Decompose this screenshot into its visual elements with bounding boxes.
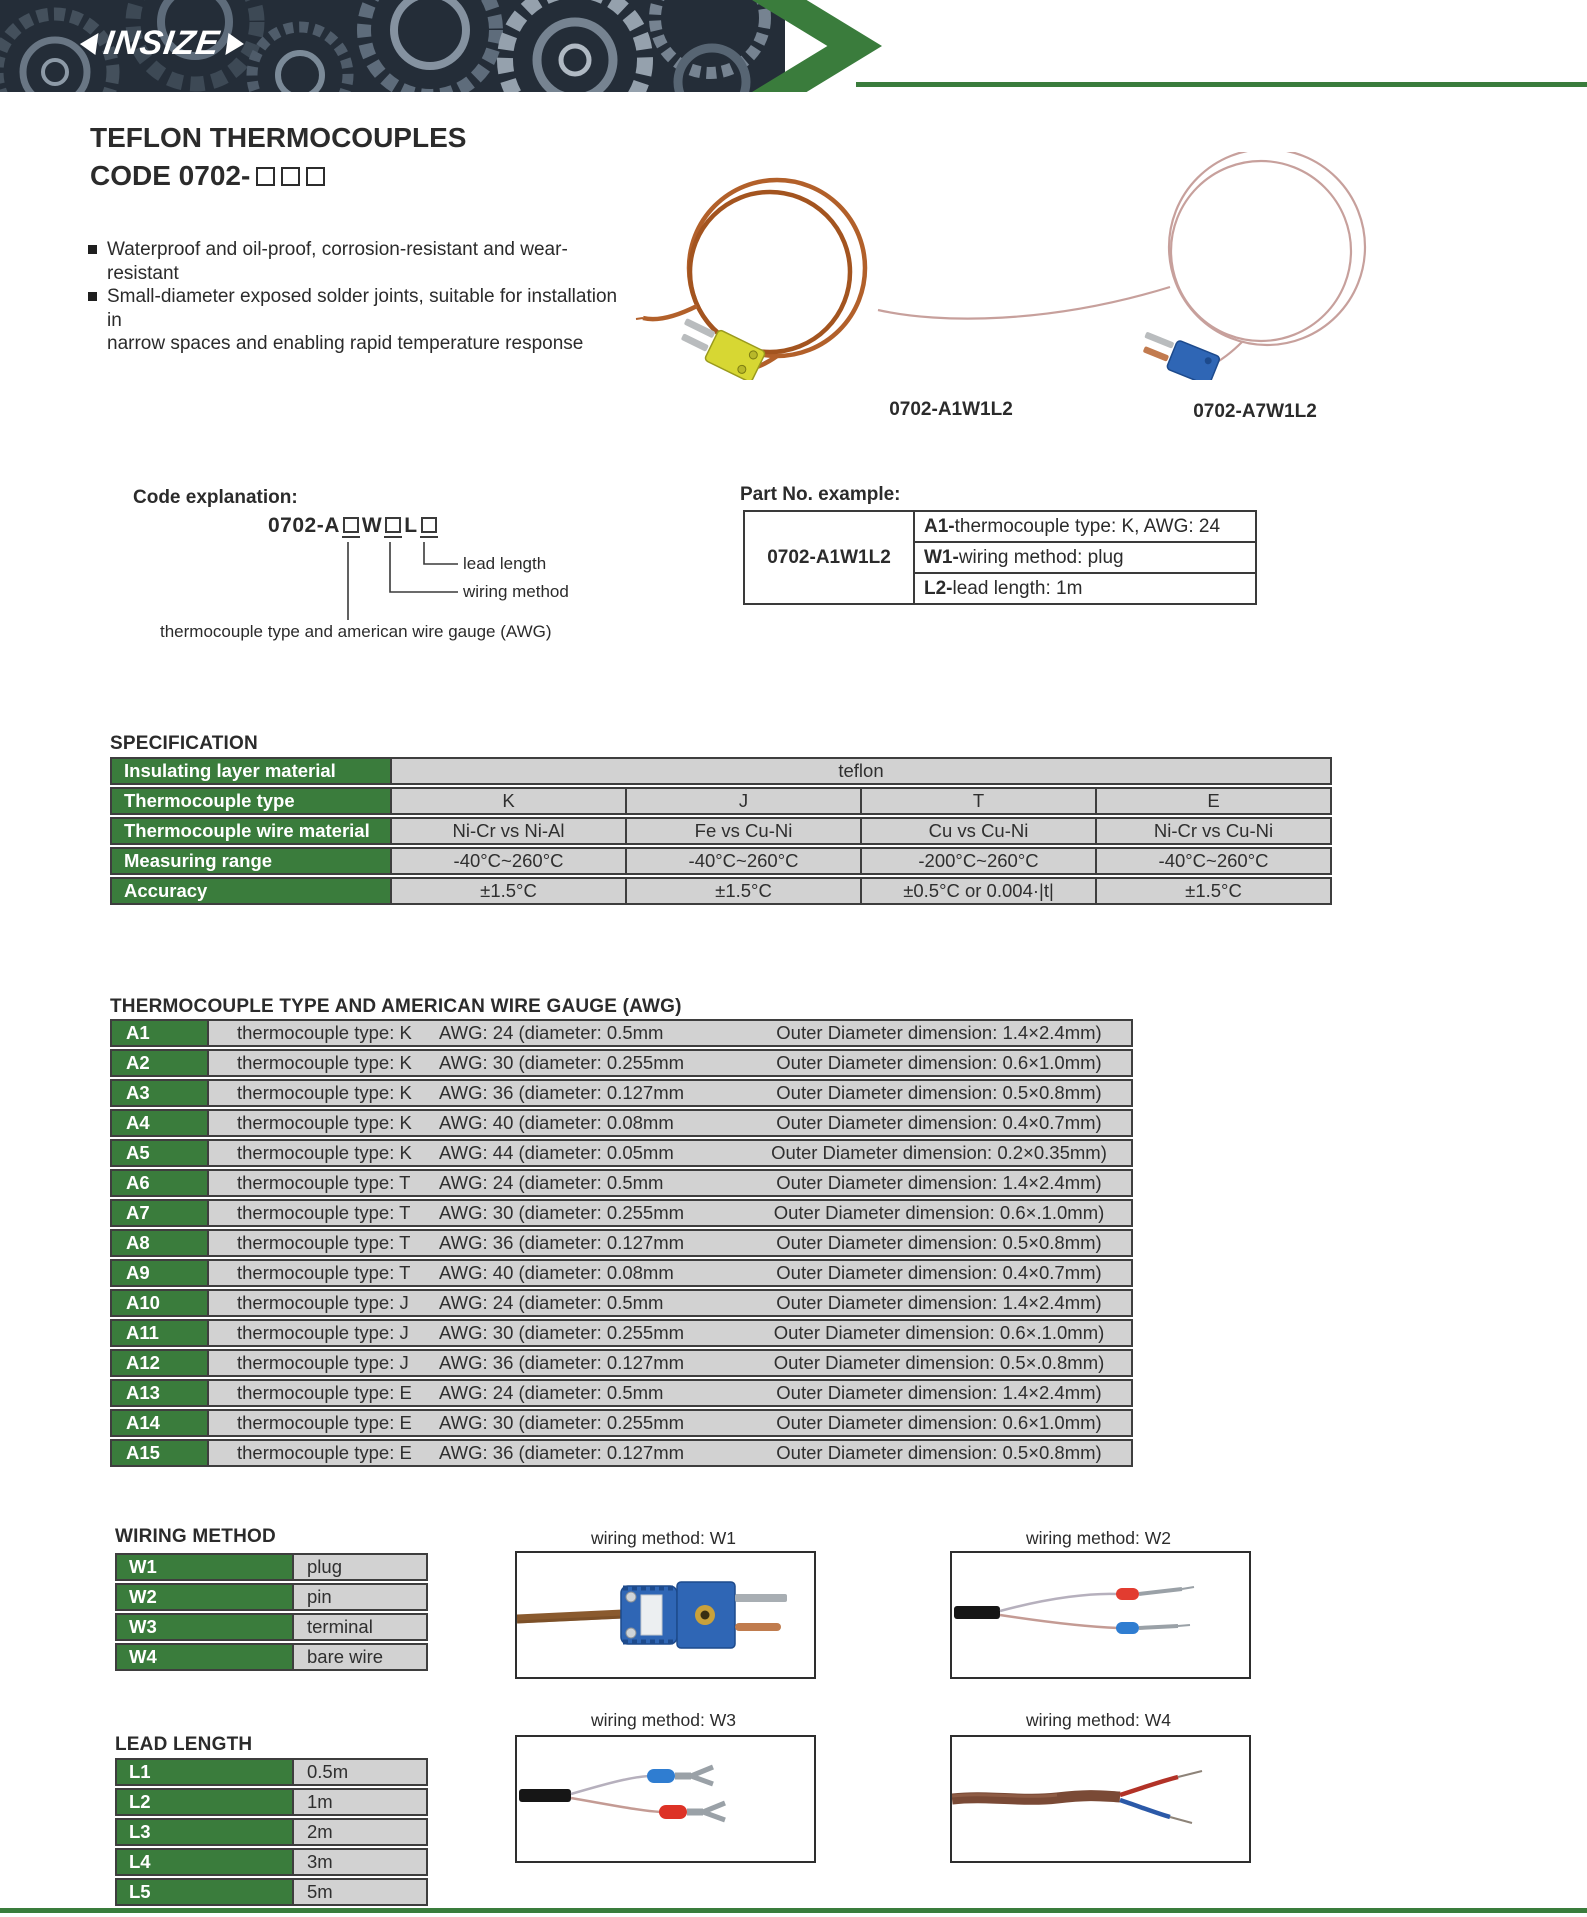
lead-value: 5m — [292, 1878, 428, 1906]
awg-row-data — [207, 1049, 1133, 1077]
awg-table — [110, 1019, 1133, 1467]
table-row — [110, 1169, 1133, 1197]
wiring-photo-label-w2: wiring method: W2 — [1026, 1528, 1171, 1548]
spec-value: -40°C~260°C — [625, 847, 862, 875]
part-desc: lead length: 1m — [952, 577, 1083, 599]
code-explanation-heading: Code explanation: — [133, 487, 298, 508]
wiring-code: W1 — [115, 1553, 294, 1581]
lead-code: L4 — [115, 1848, 294, 1876]
wiring-heading: WIRING METHOD — [115, 1526, 276, 1547]
spec-label: Insulating layer material — [110, 757, 392, 785]
table-row — [110, 1049, 1133, 1077]
wiring-table — [115, 1553, 428, 1671]
table-row — [110, 1349, 1133, 1377]
table-row — [115, 1758, 428, 1786]
table-row — [110, 1019, 1133, 1047]
awg-code: A12 — [110, 1349, 209, 1377]
spec-value: teflon — [390, 757, 1332, 785]
awg-od: Outer Diameter dimension: 0.4×0.7mm) — [776, 1112, 1102, 1133]
awg-gauge: AWG: 36 (diameter: 0.127mm — [439, 1442, 685, 1463]
awg-heading: THERMOCOUPLE TYPE AND AMERICAN WIRE GAUGE (AWG) — [110, 996, 682, 1017]
feature-item — [88, 238, 628, 285]
awg-od: Outer Diameter dimension: 1.4×2.4mm) — [776, 1022, 1102, 1043]
lead-heading: LEAD LENGTH — [115, 1734, 253, 1755]
table-row — [115, 1878, 428, 1906]
feature-list — [88, 238, 628, 356]
header-machinery-photo — [0, 0, 785, 92]
wiring-photo-label-w3: wiring method: W3 — [591, 1710, 736, 1730]
awg-od: Outer Diameter dimension: 1.4×2.4mm) — [776, 1292, 1102, 1313]
awg-od: Outer Diameter dimension: 0.6×1.0mm) — [776, 1052, 1102, 1073]
awg-gauge: AWG: 24 (diameter: 0.5mm — [439, 1292, 664, 1313]
table-row — [115, 1848, 428, 1876]
wiring-value: terminal — [292, 1613, 428, 1641]
awg-gauge: AWG: 44 (diameter: 0.05mm — [439, 1142, 674, 1163]
table-row — [744, 511, 1256, 542]
awg-code: A9 — [110, 1259, 209, 1287]
part-code-bold: L2- — [924, 577, 953, 599]
wiring-code: W2 — [115, 1583, 294, 1611]
table-row — [115, 1583, 428, 1611]
awg-type: thermocouple type: T — [237, 1172, 411, 1193]
awg-type: thermocouple type: J — [237, 1352, 409, 1373]
table-row — [110, 1379, 1133, 1407]
awg-type: thermocouple type: K — [237, 1022, 412, 1043]
awg-code: A3 — [110, 1079, 209, 1107]
wiring-photo-label-w4: wiring method: W4 — [1026, 1710, 1171, 1730]
spec-label: Thermocouple type — [110, 787, 392, 815]
awg-od: Outer Diameter dimension: 1.4×2.4mm) — [776, 1172, 1102, 1193]
wiring-value: pin — [292, 1583, 428, 1611]
bullet-square-icon — [88, 292, 97, 301]
spec-value: ±1.5°C — [625, 877, 862, 905]
awg-row-data — [207, 1439, 1133, 1467]
awg-gauge: AWG: 36 (diameter: 0.127mm — [439, 1232, 685, 1253]
awg-type: thermocouple type: J — [237, 1292, 409, 1313]
wiring-value: bare wire — [292, 1643, 428, 1671]
spec-value: Ni-Cr vs Ni-Al — [390, 817, 627, 845]
header-green-rule — [856, 82, 1587, 87]
wiring-photo-label-w1: wiring method: W1 — [591, 1528, 736, 1548]
code-box-square — [385, 517, 401, 533]
awg-row-data — [207, 1169, 1133, 1197]
lead-value: 3m — [292, 1848, 428, 1876]
brand-name: INSIZE — [101, 24, 223, 62]
awg-type: thermocouple type: K — [237, 1082, 412, 1103]
code-box-square — [343, 517, 359, 533]
part-desc: thermocouple type: K, AWG: 24 — [954, 515, 1221, 537]
code-placeholder-square — [256, 167, 275, 186]
awg-row-data — [207, 1409, 1133, 1437]
wiring-code: W3 — [115, 1613, 294, 1641]
spec-value: ±1.5°C — [390, 877, 627, 905]
awg-od: Outer Diameter dimension: 0.5×0.8mm) — [776, 1232, 1102, 1253]
code-box-square — [421, 517, 437, 533]
awg-od: Outer Diameter dimension: 0.6×.1.0mm) — [773, 1322, 1105, 1343]
awg-code: A14 — [110, 1409, 209, 1437]
table-row — [110, 877, 1332, 905]
code-placeholder-square — [306, 167, 325, 186]
table-row — [110, 1139, 1133, 1167]
awg-gauge: AWG: 36 (diameter: 0.127mm — [439, 1082, 685, 1103]
part-row-w — [914, 542, 1256, 573]
awg-gauge: AWG: 40 (diameter: 0.08mm — [439, 1262, 674, 1283]
code-prefix: CODE 0702- — [90, 160, 251, 191]
w3-terminal-illustration — [517, 1737, 814, 1861]
part-desc: wiring method: plug — [958, 546, 1124, 568]
awg-code: A10 — [110, 1289, 209, 1317]
awg-row-data — [207, 1109, 1133, 1137]
product-label-left: 0702-A1W1L2 — [889, 399, 1013, 420]
awg-row-data — [207, 1199, 1133, 1227]
table-row — [115, 1613, 428, 1641]
spec-value: K — [390, 787, 627, 815]
awg-gauge: AWG: 24 (diameter: 0.5mm — [439, 1022, 664, 1043]
awg-od: Outer Diameter dimension: 0.4×0.7mm) — [776, 1262, 1102, 1283]
spec-value: J — [625, 787, 862, 815]
lead-value: 2m — [292, 1818, 428, 1846]
awg-gauge: AWG: 30 (diameter: 0.255mm — [439, 1052, 685, 1073]
awg-od: Outer Diameter dimension: 0.6×.1.0mm) — [773, 1202, 1105, 1223]
awg-code: A6 — [110, 1169, 209, 1197]
code-seg1: 0702-A — [268, 514, 340, 537]
lead-length-label: lead length — [463, 554, 547, 573]
spec-value: Ni-Cr vs Cu-Ni — [1095, 817, 1332, 845]
table-row — [110, 1199, 1133, 1227]
spec-value: -200°C~260°C — [860, 847, 1097, 875]
awg-gauge: AWG: 36 (diameter: 0.127mm — [439, 1352, 685, 1373]
part-code-bold: W1- — [924, 546, 959, 568]
awg-od: Outer Diameter dimension: 0.5×0.8mm) — [776, 1082, 1102, 1103]
awg-type: thermocouple type: T — [237, 1202, 411, 1223]
table-row — [115, 1553, 428, 1581]
lead-table — [115, 1758, 428, 1906]
awg-od: Outer Diameter dimension: 0.2×0.35mm) — [771, 1142, 1107, 1163]
feature-item — [88, 285, 628, 332]
awg-od: Outer Diameter dimension: 0.5×.0.8mm) — [773, 1352, 1105, 1373]
logo-left-arrow-icon — [78, 33, 98, 55]
wiring-photo-w3 — [515, 1735, 816, 1863]
page-title-line1: TEFLON THERMOCOUPLES — [90, 122, 467, 153]
logo-right-arrow-icon — [225, 33, 245, 55]
table-row — [110, 1319, 1133, 1347]
awg-gauge: AWG: 30 (diameter: 0.255mm — [439, 1322, 685, 1343]
specification-heading: SPECIFICATION — [110, 733, 258, 754]
spec-value: Cu vs Cu-Ni — [860, 817, 1097, 845]
awg-row-data — [207, 1019, 1133, 1047]
awg-type: thermocouple type: K — [237, 1142, 412, 1163]
wiring-photo-w4 — [950, 1735, 1251, 1863]
lead-code: L3 — [115, 1818, 294, 1846]
awg-type: thermocouple type: K — [237, 1112, 412, 1133]
lead-value: 0.5m — [292, 1758, 428, 1786]
table-row — [110, 817, 1332, 845]
part-example-heading: Part No. example: — [740, 484, 901, 505]
awg-code: A4 — [110, 1109, 209, 1137]
product-photo-blue-plug — [870, 152, 1400, 380]
table-row — [115, 1818, 428, 1846]
awg-code: A11 — [110, 1319, 209, 1347]
lead-code: L5 — [115, 1878, 294, 1906]
awg-code: A15 — [110, 1439, 209, 1467]
awg-code: A8 — [110, 1229, 209, 1257]
awg-code: A2 — [110, 1049, 209, 1077]
awg-gauge: AWG: 30 (diameter: 0.255mm — [439, 1412, 685, 1433]
insize-logo — [77, 24, 246, 63]
awg-type: thermocouple type: K — [237, 1052, 412, 1073]
spec-value: ±1.5°C — [1095, 877, 1332, 905]
awg-type: thermocouple type: J — [237, 1322, 409, 1343]
wiring-photo-w2 — [950, 1551, 1251, 1679]
awg-type: thermocouple type: E — [237, 1442, 412, 1463]
awg-od: Outer Diameter dimension: 0.6×1.0mm) — [776, 1412, 1102, 1433]
spec-value: ±0.5°C or 0.004·|t| — [860, 877, 1097, 905]
awg-gauge: AWG: 24 (diameter: 0.5mm — [439, 1172, 664, 1193]
part-row-a — [914, 511, 1256, 542]
thermocouple-type-label: thermocouple type and american wire gauge (AWG) — [160, 622, 552, 641]
table-row — [110, 757, 1332, 785]
part-code-bold: A1- — [924, 515, 955, 537]
w4-bare-wire-illustration — [952, 1737, 1249, 1861]
awg-row-data — [207, 1259, 1133, 1287]
table-row — [110, 787, 1332, 815]
spec-value: E — [1095, 787, 1332, 815]
spec-label: Measuring range — [110, 847, 392, 875]
spec-value: -40°C~260°C — [390, 847, 627, 875]
w1-plug-illustration — [517, 1553, 814, 1677]
table-row — [110, 847, 1332, 875]
feature-text: Waterproof and oil-proof, corrosion-resistant and wear-resistant — [107, 239, 568, 284]
table-row — [115, 1788, 428, 1816]
feature-text: Small-diameter exposed solder joints, suitable for installation in — [107, 286, 618, 331]
w2-pin-illustration — [952, 1553, 1249, 1677]
table-row — [110, 1259, 1133, 1287]
awg-type: thermocouple type: E — [237, 1382, 412, 1403]
wiring-method-label: wiring method — [463, 582, 569, 601]
awg-code: A1 — [110, 1019, 209, 1047]
spec-value: T — [860, 787, 1097, 815]
table-row — [110, 1229, 1133, 1257]
feature-text-continuation: narrow spaces and enabling rapid temperature response — [107, 333, 584, 354]
awg-row-data — [207, 1349, 1133, 1377]
part-example-table — [743, 510, 1257, 605]
table-row — [110, 1289, 1133, 1317]
awg-code: A7 — [110, 1199, 209, 1227]
awg-row-data — [207, 1139, 1133, 1167]
part-row-l — [914, 573, 1256, 604]
table-row — [110, 1439, 1133, 1467]
blue-plug-connector — [1137, 328, 1221, 380]
product-label-right: 0702-A7W1L2 — [1193, 401, 1317, 422]
page-title-line2 — [90, 160, 325, 192]
table-row — [115, 1643, 428, 1671]
lead-value: 1m — [292, 1788, 428, 1816]
awg-gauge: AWG: 30 (diameter: 0.255mm — [439, 1202, 685, 1223]
spec-value: -40°C~260°C — [1095, 847, 1332, 875]
awg-row-data — [207, 1379, 1133, 1407]
spec-label: Thermocouple wire material — [110, 817, 392, 845]
table-row — [110, 1109, 1133, 1137]
awg-od: Outer Diameter dimension: 0.5×0.8mm) — [776, 1442, 1102, 1463]
awg-gauge: AWG: 40 (diameter: 0.08mm — [439, 1112, 674, 1133]
table-row — [110, 1079, 1133, 1107]
table-row — [110, 1409, 1133, 1437]
specification-table — [110, 757, 1332, 905]
awg-od: Outer Diameter dimension: 1.4×2.4mm) — [776, 1382, 1102, 1403]
awg-code: A13 — [110, 1379, 209, 1407]
code-placeholder-square — [281, 167, 300, 186]
awg-type: thermocouple type: T — [237, 1262, 411, 1283]
wiring-value: plug — [292, 1553, 428, 1581]
footer-green-rule — [0, 1908, 1587, 1913]
awg-gauge: AWG: 24 (diameter: 0.5mm — [439, 1382, 664, 1403]
awg-row-data — [207, 1079, 1133, 1107]
awg-type: thermocouple type: T — [237, 1232, 411, 1253]
awg-type: thermocouple type: E — [237, 1412, 412, 1433]
bullet-square-icon — [88, 245, 97, 254]
wiring-photo-w1 — [515, 1551, 816, 1679]
yellow-plug-connector — [674, 314, 766, 380]
code-pattern — [268, 514, 440, 538]
part-number-cell: 0702-A1W1L2 — [744, 511, 914, 604]
awg-row-data — [207, 1319, 1133, 1347]
lead-code: L2 — [115, 1788, 294, 1816]
spec-value: Fe vs Cu-Ni — [625, 817, 862, 845]
wiring-code: W4 — [115, 1643, 294, 1671]
code-seg3: L — [404, 514, 418, 537]
lead-code: L1 — [115, 1758, 294, 1786]
awg-row-data — [207, 1229, 1133, 1257]
code-seg2: W — [361, 514, 383, 537]
spec-label: Accuracy — [110, 877, 392, 905]
awg-code: A5 — [110, 1139, 209, 1167]
awg-row-data — [207, 1289, 1133, 1317]
